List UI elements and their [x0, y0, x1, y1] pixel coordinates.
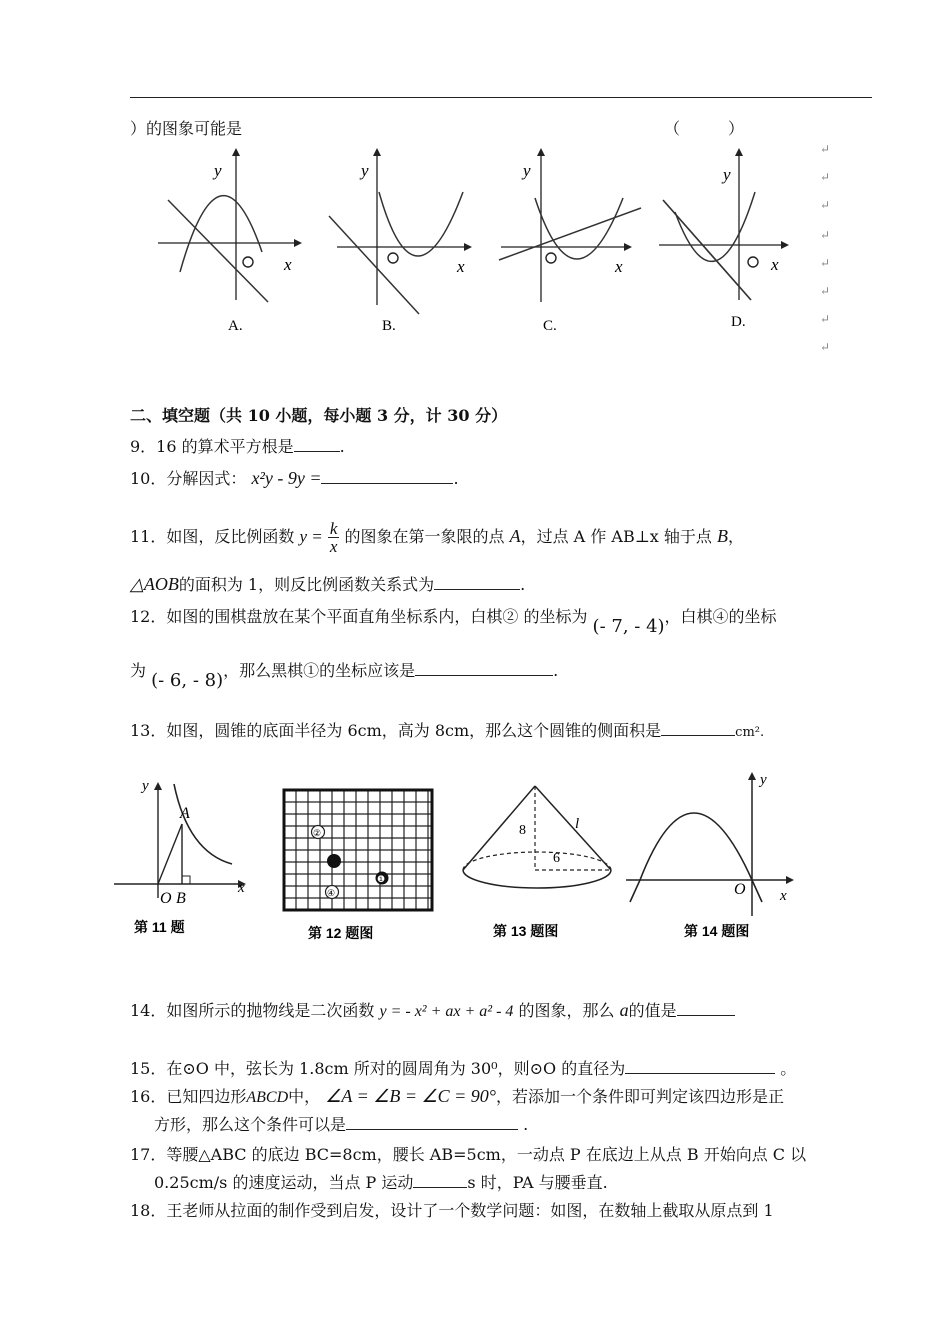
question-13: 13．如图，圆锥的底面半径为 6cm，高为 8cm，那么这个圆锥的侧面积是 cm². — [130, 721, 765, 740]
question-15: 15．在⊙O 中，弦长为 1.8cm 所对的圆周角为 30⁰，则⊙O 的直径为 。 — [130, 1059, 797, 1078]
fig13-slant: l — [575, 816, 580, 832]
figure-13-cone — [455, 776, 625, 948]
option-a-origin — [243, 257, 253, 267]
fig12-caption: 第 12 题图 — [308, 925, 374, 941]
question-11-line-2: △AOB的面积为 1，则反比例函数关系式为 . — [130, 574, 526, 594]
fig13-caption: 第 13 题图 — [493, 923, 559, 939]
question-9: 9．16 的算术平方根是 . — [130, 437, 345, 456]
fig11-label-o: O — [160, 890, 172, 907]
option-d-label: D. — [731, 314, 746, 330]
option-graph-b — [325, 140, 485, 340]
header-rule — [130, 97, 872, 98]
fig11-label-a: A — [180, 805, 190, 822]
option-graph-c — [495, 140, 655, 340]
figure-14 — [622, 766, 802, 944]
question-16-line-1: 16．已知四边形ABCD中， ∠A = ∠B = ∠C = 90°，若添加一个条件即可判定该四边形是正 — [130, 1086, 784, 1106]
question-10: 10．分解因式： x²y - 9y = . — [130, 468, 459, 488]
question-12-line-2: 为 (- 6, - 8)，那么黑棋①的坐标应该是 . — [130, 661, 559, 691]
option-a-label: A. — [228, 318, 243, 334]
question-17-line-1: 17．等腰△ABC 的底边 BC=8cm，腰长 AB=5cm，一动点 P 在底边上从点 B 开始向点 C 以 — [130, 1145, 807, 1164]
svg-text:x: x — [457, 257, 465, 276]
option-a-x-label: x — [284, 255, 292, 274]
svg-text:y: y — [523, 161, 531, 180]
svg-text:x: x — [780, 888, 787, 904]
question-12-line-1: 12．如图的围棋盘放在某个平面直角坐标系内，白棋② 的坐标为 (- 7, - 4)，白棋④的坐标 — [130, 607, 777, 637]
section-2-title: 二、填空题（共 10 小题，每小题 3 分，计 30 分） — [130, 406, 508, 425]
svg-text:❶: ❶ — [377, 874, 386, 884]
question-16-line-2: 方形，那么这个条件可以是 . — [154, 1115, 529, 1134]
option-c-label: C. — [543, 318, 557, 334]
black-stone — [327, 854, 341, 868]
fig13-height: 8 — [519, 823, 526, 838]
question-11-line-1: 11．如图，反比例函数 y = $\frac{k}{x}$ 的图象在第一象限的点 A，过点 A 作 AB⊥x 轴于点 B， — [130, 519, 744, 556]
fig11-caption: 第 11 题 — [134, 919, 185, 935]
figure-12-go-board — [262, 780, 442, 950]
answer-paren: （ ） — [664, 119, 745, 138]
svg-text:y: y — [142, 778, 149, 794]
svg-text:y: y — [760, 772, 767, 788]
svg-text:x: x — [238, 880, 245, 896]
svg-text:x: x — [771, 255, 779, 274]
option-graph-d — [655, 140, 815, 340]
option-b-label: B. — [382, 318, 396, 334]
question-18: 18．王老师从拉面的制作受到启发，设计了一个数学问题：如图，在数轴上截取从原点到 1 — [130, 1201, 774, 1220]
fig13-radius: 6 — [553, 851, 560, 866]
figure-11 — [108, 768, 258, 948]
svg-text:y: y — [361, 161, 369, 180]
option-a-y-label: y — [214, 161, 222, 180]
question-17-line-2: 0.25cm/s 的速度运动，当点 P 运动 s 时，PA 与腰垂直. — [154, 1173, 608, 1192]
svg-text:y: y — [723, 165, 731, 184]
svg-text:x: x — [615, 257, 623, 276]
svg-text:④: ④ — [327, 888, 336, 898]
question-14: 14．如图所示的抛物线是二次函数 y = - x² + ax + a² - 4 的图象，那么 a的值是 — [130, 998, 735, 1021]
svg-text:②: ② — [313, 828, 322, 838]
fig11-label-b: B — [176, 890, 186, 907]
option-graph-a — [150, 140, 310, 340]
svg-text:O: O — [734, 881, 746, 898]
fig14-caption: 第 14 题图 — [684, 923, 750, 939]
question-fragment: ）的图象可能是 — [130, 119, 243, 138]
